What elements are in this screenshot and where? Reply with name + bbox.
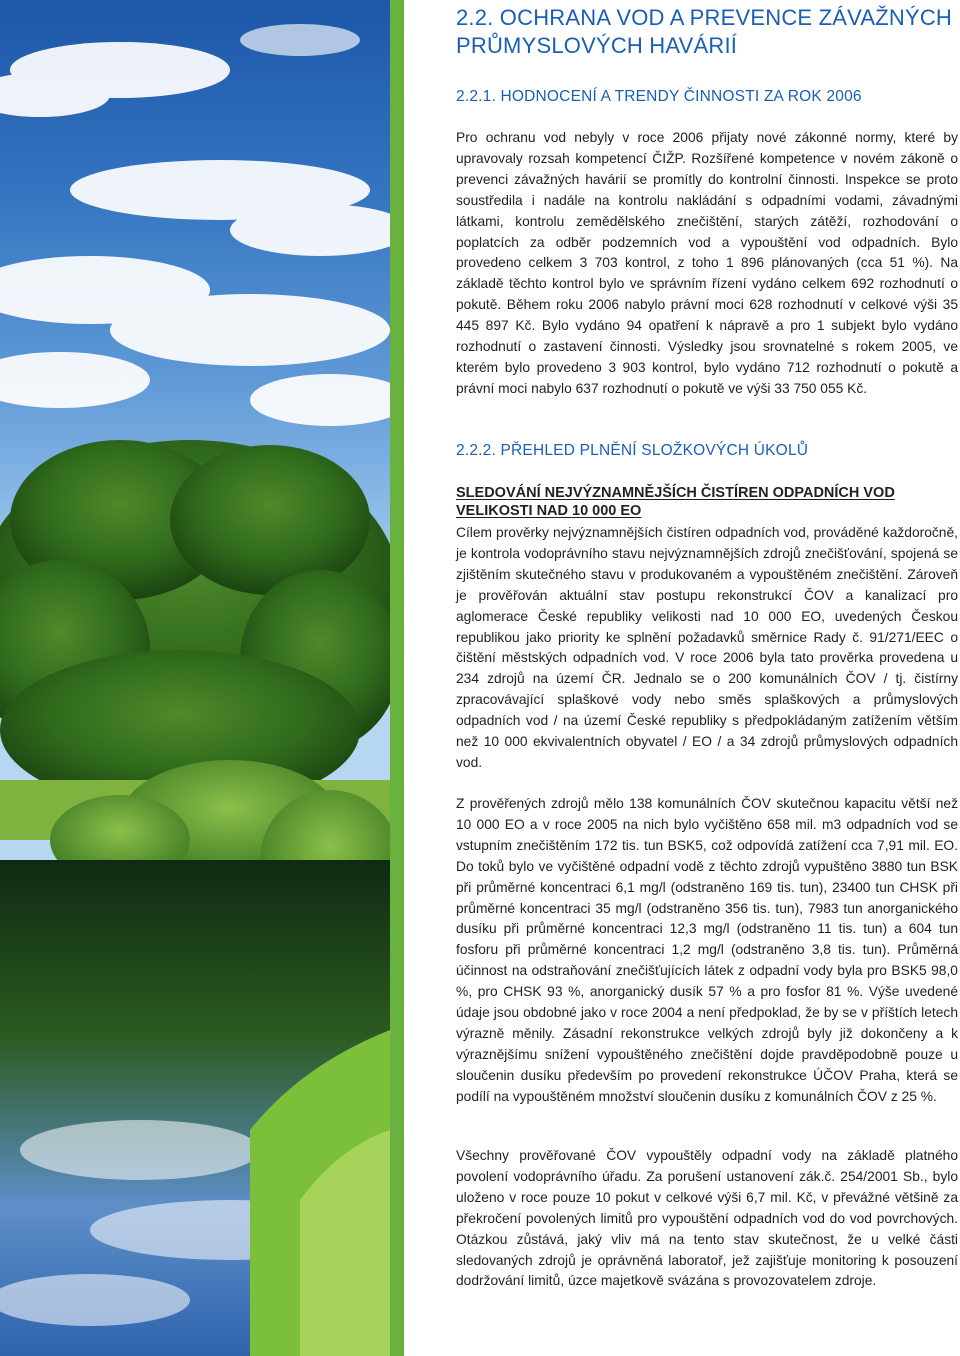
topic-heading-line2: VELIKOSTI NAD 10 000 EO bbox=[456, 503, 642, 519]
landscape-illustration bbox=[0, 0, 390, 1356]
paragraph-221: Pro ochranu vod nebyly v roce 2006 přijaty nové zákonné normy, které by upravovaly rozsah kompetencí ČIŽP. Rozšířené kompetence v novém zákoně o prevenci závažných havárií se promítly do kontrolní činnosti. Inspekce se proto soustředila i nadále na kontrolu nakládání s odpadními vodami, závadnými látkami, kontrolu zemědělského znečištění, starých zátěží, rozhodování o poplatcích za odběr podzemních vod a vypouštění vod odpadních. Bylo provedeno celkem 3 703 kontrol, z toho 1 896 plánovaných (cca 51 %). Na základě těchto kontrol bylo ve správním řízení vydáno celkem 692 rozhodnutí o pokutě. Během roku 2006 nabylo právní moci 628 rozhodnutí v celkové výši 35 445 897 Kč. Bylo vydáno 94 opatření k nápravě a pro 1 subjekt bylo vydáno rozhodnutí o zastavení činnosti. Výsledky jsou srovnatelné s rokem 2005, ve kterém bylo provedeno 3 903 kontrol, bylo vydáno 712 rozhodnutí o pokutě a právní moci nabylo 637 rozhodnutí o pokutě ve výši 33 750 055 Kč. bbox=[456, 130, 958, 396]
section-title bbox=[456, 4, 958, 60]
section-title-line2: PRŮMYSLOVÝCH HAVÁRIÍ bbox=[456, 33, 738, 58]
section-title-line1: 2.2. OCHRANA VOD A PREVENCE ZÁVAŽNÝCH bbox=[456, 5, 953, 30]
landscape-photo bbox=[0, 0, 390, 1356]
subsection-heading-221: 2.2.1. HODNOCENÍ A TRENDY ČINNOSTI ZA ROK 2006 bbox=[456, 88, 862, 105]
paragraph-222-3: Všechny prověřované ČOV vypouštěly odpadní vody na základě platného povolení vodoprávního úřadu. Za porušení ustanovení zák.č. 254/2001 Sb., bylo uloženo v roce pouze 10 pokut v celkové výši 6,7 mil. Kč, v převážné většině za překročení povolených limitů pro vypouštění odpadních vod do vod povrchových. Otázkou zůstává, jaký vliv má na tento stav skutečnost, že u velké části sledovaných zdrojů je oprávněná laboratoř, jež zajišťuje monitoring k posouzení dodržování limitů, úzce majetkově svázána s provozovatelem zdroje. bbox=[456, 1148, 958, 1289]
topic-heading-line1: SLEDOVÁNÍ NEJVÝZNAMNĚJŠÍCH ČISTÍREN ODPADNÍCH VOD bbox=[456, 485, 895, 501]
topic-heading bbox=[456, 484, 958, 520]
subsection-heading-222: 2.2.2. PŘEHLED PLNĚNÍ SLOŽKOVÝCH ÚKOLŮ bbox=[456, 442, 809, 459]
paragraph-222-1: Cílem prověrky nejvýznamnějších čistíren odpadních vod, prováděné každoročně, je kontrola vodoprávního stavu nejvýznamnějších zdrojů znečišťování, spojená se zjištěním skutečného stavu v produkovaném a vypouštěném znečištění. Zároveň je prověřován aktuální stav postupu rekonstrukcí ČOV a kanalizací pro aglomerace České republiky velikosti nad 10 000 EO, uvedených Českou republikou jako priority ke splnění požadavků směrnice Rady č. 91/271/EEC o čištění městských odpadních vod. V roce 2006 byla tato prověrka provedena u 234 zdrojů na území ČR. Jednalo se o 200 komunálních ČOV / tj. čistírny zpracovávající splaškové vody nebo směs splaškových a průmyslových odpadních vod / na území České republiky s předpokládaným zatížením větším než 10 000 ekvivalentních obyvatel / EO / a 34 zdrojů průmyslových odpadních vod. bbox=[456, 525, 958, 770]
paragraph-222-2: Z prověřených zdrojů mělo 138 komunálních ČOV skutečnou kapacitu větší než 10 000 EO a v roce 2005 na nich bylo vyčištěno 658 mil. m3 odpadních vod se vstupním znečištěním 172 tis. tun BSK5, což odpovídá zatížení cca 7,91 mil. EO. Do toků bylo ve vyčištěné odpadní vodě z těchto zdrojů vypuštěno 3880 tun BSK při průměrné koncentraci 6,1 mg/l (odstraněno 169 tis. tun), 23400 tun CHSK při průměrné koncentraci 35 mg/l (odstraněno 356 tis. tun), 7983 tun anorganického dusíku při průměrné koncentraci 12,3 mg/l (odstraněno 11 tis. tun) a 604 tun fosforu při průměrné koncentraci 1,2 mg/l (odstraněno 3,8 tis. tun). Průměrná účinnost na odstraňování znečišťujících látek z odpadní vody byla pro BSK5 98,0 %, pro CHSK 93 %, anorganický dusík 57 % a pro fosfor 81 %. Výše uvedené údaje jsou obdobné jako v roce 2004 a není předpoklad, že by se v příštích letech výrazně měnily. Zásadní rekonstrukce velkých zdrojů byly již dokončeny a k výraznějšímu snížení vypouštěného znečištění dojde pravděpodobně pouze u sloučenin dusíku především po provedení rekonstrukce ÚČOV Praha, která se podílí na vypouštěném množství sloučenin dusíku z komunálních ČOV z 25 %. bbox=[456, 796, 958, 1104]
accent-bar bbox=[390, 0, 404, 1356]
